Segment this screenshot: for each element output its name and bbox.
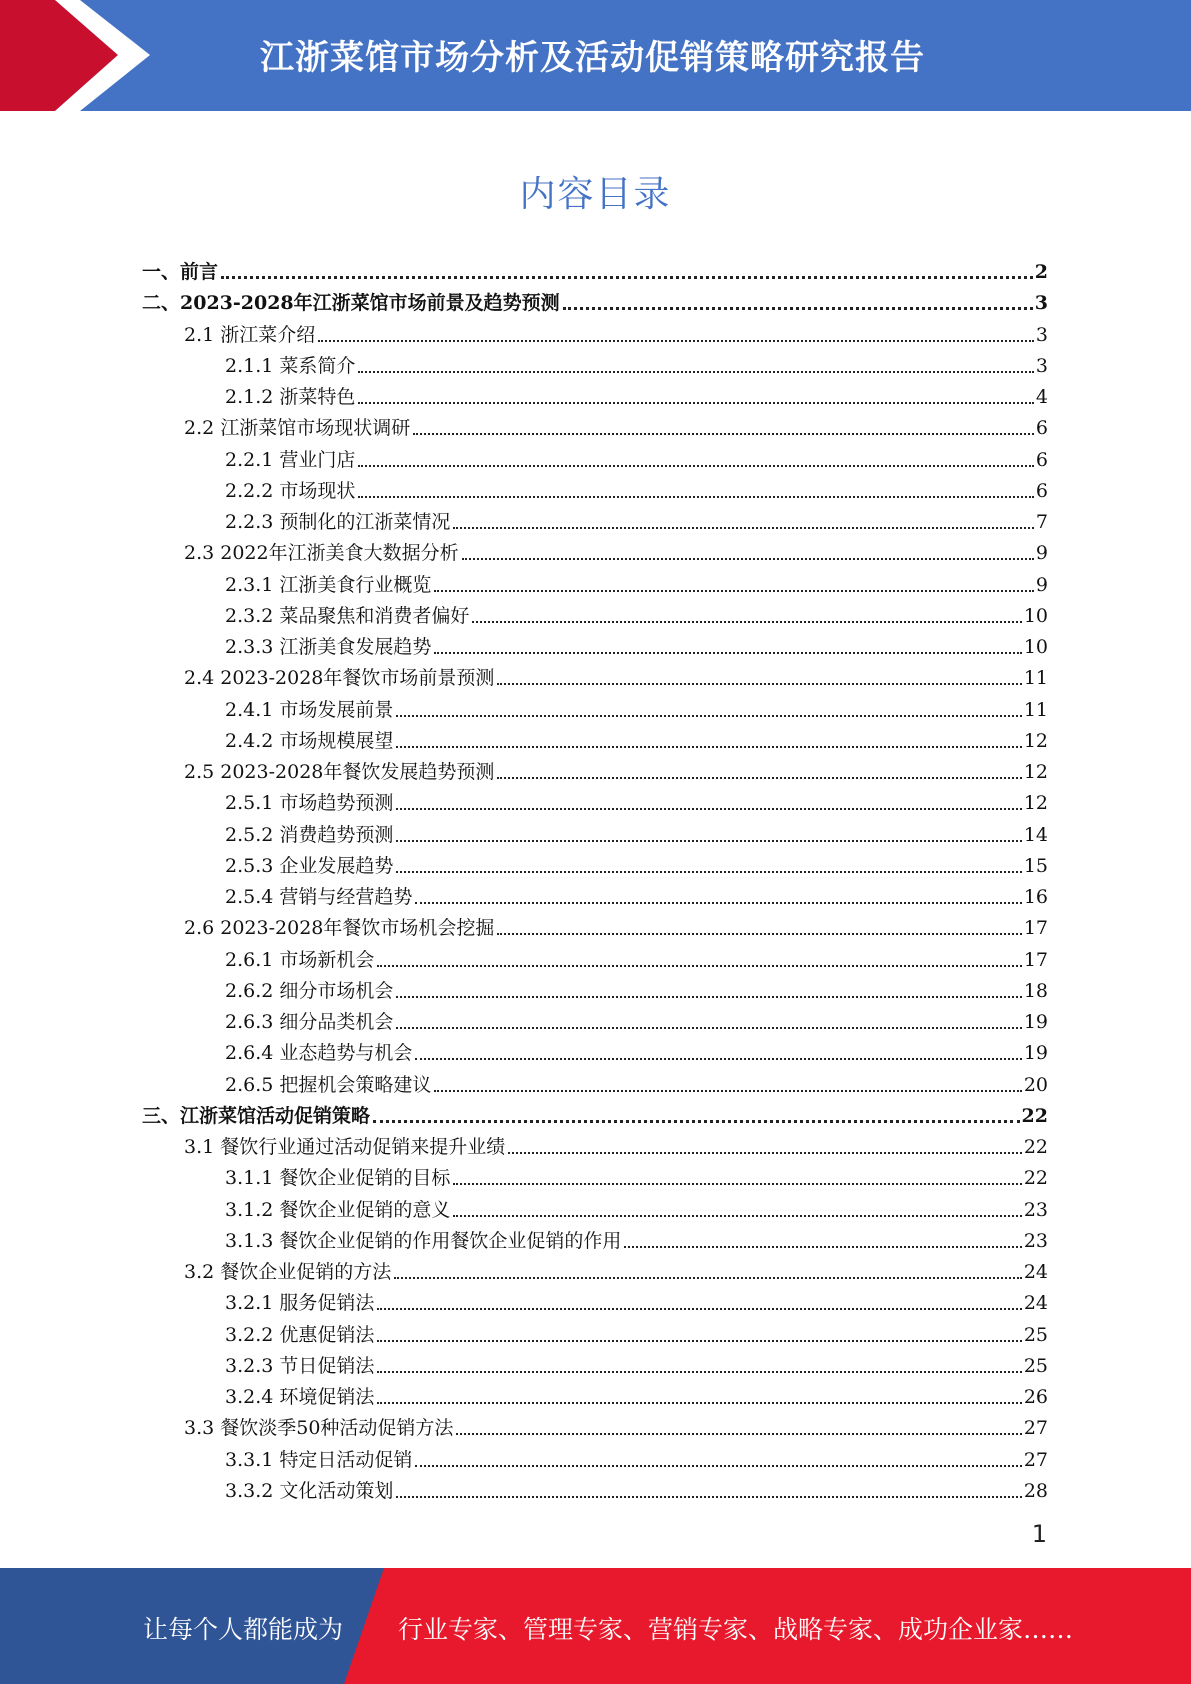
toc-entry-label: 3.2.4 环境促销法 (225, 1386, 375, 1408)
toc-dot-leader (497, 771, 1021, 779)
toc-entry-label: 3.1.3 餐饮企业促销的作用餐饮企业促销的作用 (225, 1230, 622, 1252)
toc-entry[interactable] (225, 878, 1048, 909)
toc-entry-label: 3.3 餐饮淡季50种活动促销方法 (184, 1417, 454, 1439)
toc-dot-leader (358, 490, 1034, 498)
toc-entry[interactable] (225, 972, 1048, 1003)
toc-entry[interactable] (142, 1097, 1048, 1128)
toc-entry[interactable] (225, 816, 1048, 847)
toc-entry-label: 2.6.3 细分品类机会 (225, 1011, 394, 1033)
toc-entry[interactable] (225, 472, 1048, 503)
toc-dot-leader (318, 334, 1034, 342)
toc-entry[interactable] (225, 441, 1048, 472)
toc-entry-label: 2.2 江浙菜馆市场现状调研 (184, 417, 411, 439)
toc-dot-leader (453, 521, 1034, 529)
toc-entry-page: 12 (1023, 730, 1048, 752)
toc-dot-leader (415, 896, 1021, 904)
toc-dot-leader (377, 1396, 1021, 1404)
toc-entry[interactable] (142, 253, 1048, 284)
toc-dot-leader (396, 990, 1021, 998)
toc-dot-leader (453, 1177, 1021, 1185)
toc-entry-page: 3 (1035, 355, 1048, 377)
toc-dot-leader (497, 927, 1021, 935)
toc-dot-leader (497, 677, 1021, 685)
toc-entry-page: 25 (1023, 1324, 1048, 1346)
toc-entry[interactable] (184, 909, 1048, 940)
toc-entry-label: 3.1.1 餐饮企业促销的目标 (225, 1167, 451, 1189)
toc-entry-page: 22 (1021, 1105, 1048, 1127)
toc-dot-leader (434, 1084, 1021, 1092)
toc-dot-leader (377, 1334, 1021, 1342)
toc-entry-page: 17 (1023, 949, 1048, 971)
toc-entry-label: 2.3.1 江浙美食行业概览 (225, 574, 432, 596)
toc-dot-leader (396, 834, 1021, 842)
toc-entry[interactable] (184, 753, 1048, 784)
toc-dot-leader (396, 865, 1021, 873)
toc-entry-label: 2.1 浙江菜介绍 (184, 324, 316, 346)
toc-entry-page: 20 (1023, 1074, 1048, 1096)
footer-banner (0, 1568, 1191, 1684)
toc-dot-leader (434, 584, 1034, 592)
toc-entry-page: 26 (1023, 1386, 1048, 1408)
toc-entry-label: 2.4.2 市场规模展望 (225, 730, 394, 752)
toc-dot-leader (358, 459, 1034, 467)
toc-dot-leader (456, 1427, 1021, 1435)
toc-entry-page: 11 (1023, 667, 1048, 689)
toc-entry-page: 12 (1023, 792, 1048, 814)
toc-dot-leader (563, 302, 1033, 310)
toc-entry-page: 9 (1035, 542, 1048, 564)
toc-entry[interactable] (225, 1378, 1048, 1409)
toc-entry-label: 2.4.1 市场发展前景 (225, 699, 394, 721)
toc-dot-leader (415, 1459, 1021, 1467)
toc-entry[interactable] (225, 378, 1048, 409)
toc-dot-leader (221, 271, 1033, 279)
toc-entry-page: 6 (1035, 480, 1048, 502)
toc-entry-page: 23 (1023, 1199, 1048, 1221)
toc-entry-page: 28 (1023, 1480, 1048, 1502)
toc-dot-leader (377, 959, 1021, 967)
toc-entry-label: 2.3.3 江浙美食发展趋势 (225, 636, 432, 658)
toc-entry[interactable] (225, 1191, 1048, 1222)
toc-entry-label: 2.5.1 市场趋势预测 (225, 792, 394, 814)
report-title: 江浙菜馆市场分析及活动促销策略研究报告 (260, 38, 925, 78)
toc-dot-leader (377, 1302, 1021, 1310)
toc-entry-label: 3.2.3 节日促销法 (225, 1355, 375, 1377)
toc-dot-leader (472, 615, 1021, 623)
toc-entry[interactable] (225, 347, 1048, 378)
toc-entry-label: 2.2.3 预制化的江浙菜情况 (225, 511, 451, 533)
toc-entry-label: 2.1.2 浙菜特色 (225, 386, 356, 408)
toc-dot-leader (413, 427, 1034, 435)
toc-entry[interactable] (225, 1347, 1048, 1378)
toc-entry[interactable] (225, 1159, 1048, 1190)
toc-dot-leader (434, 646, 1021, 654)
toc-entry-label: 2.6.5 把握机会策略建议 (225, 1074, 432, 1096)
toc-dot-leader (358, 365, 1034, 373)
toc-entry-page: 9 (1035, 574, 1048, 596)
toc-entry[interactable] (142, 284, 1048, 315)
toc-entry[interactable] (225, 1034, 1048, 1065)
toc-entry[interactable] (225, 1003, 1048, 1034)
toc-entry-label: 3.2.1 服务促销法 (225, 1292, 375, 1314)
toc-dot-leader (508, 1146, 1022, 1154)
toc-entry-page: 10 (1023, 605, 1048, 627)
toc-entry-label: 2.4 2023-2028年餐饮市场前景预测 (184, 667, 495, 689)
toc-entry-page: 3 (1034, 292, 1048, 314)
page-number: 1 (1031, 1520, 1047, 1548)
toc-entry-label: 2.3.2 菜品聚焦和消费者偏好 (225, 605, 470, 627)
toc-entry-label: 二、2023-2028年江浙菜馆市场前景及趋势预测 (142, 292, 560, 314)
toc-entry-page: 27 (1023, 1449, 1048, 1471)
toc-entry-label: 2.5.2 消费趋势预测 (225, 824, 394, 846)
toc-entry[interactable] (225, 784, 1048, 815)
toc-entry-page: 6 (1035, 449, 1048, 471)
toc-entry[interactable] (184, 659, 1048, 690)
toc-entry[interactable] (184, 409, 1048, 440)
toc-entry-page: 16 (1023, 886, 1048, 908)
toc-entry[interactable] (225, 628, 1048, 659)
toc-entry[interactable] (225, 566, 1048, 597)
toc-entry-label: 一、前言 (142, 261, 219, 283)
toc-dot-leader (373, 1115, 1020, 1123)
toc-entry[interactable] (225, 847, 1048, 878)
toc-entry-label: 3.1 餐饮行业通过活动促销来提升业绩 (184, 1136, 506, 1158)
footer-slogan-right: 行业专家、管理专家、营销专家、战略专家、成功企业家…… (398, 1615, 1074, 1644)
toc-entry-page: 25 (1023, 1355, 1048, 1377)
toc-entry[interactable] (184, 534, 1048, 565)
toc-entry-page: 17 (1023, 917, 1048, 939)
toc-entry-page: 12 (1023, 761, 1048, 783)
toc-entry[interactable] (184, 1409, 1048, 1440)
toc-entry-page: 7 (1035, 511, 1048, 533)
toc-entry-label: 2.6.4 业态趋势与机会 (225, 1042, 413, 1064)
toc-entry[interactable] (184, 1253, 1048, 1284)
toc-entry[interactable] (225, 597, 1048, 628)
toc-entry-page: 2 (1034, 261, 1048, 283)
toc-dot-leader (396, 740, 1021, 748)
toc-entry-label: 2.2.2 市场现状 (225, 480, 356, 502)
toc-entry[interactable] (225, 1222, 1048, 1253)
toc-entry[interactable] (225, 691, 1048, 722)
toc-entry[interactable] (225, 1066, 1048, 1097)
toc-entry-page: 19 (1023, 1011, 1048, 1033)
toc-entry-page: 11 (1023, 699, 1048, 721)
toc-dot-leader (394, 1271, 1022, 1279)
toc-entry-label: 2.1.1 菜系简介 (225, 355, 356, 377)
toc-entry-page: 4 (1035, 386, 1048, 408)
header-banner (0, 0, 1191, 111)
toc-entry-label: 三、江浙菜馆活动促销策略 (142, 1105, 371, 1127)
toc-dot-leader (624, 1240, 1021, 1248)
toc-entry-label: 2.6.1 市场新机会 (225, 949, 375, 971)
toc-entry-page: 27 (1023, 1417, 1048, 1439)
toc-entry[interactable] (225, 722, 1048, 753)
toc-entry[interactable] (225, 1472, 1048, 1503)
toc-dot-leader (377, 1365, 1021, 1373)
toc-entry-label: 2.6 2023-2028年餐饮市场机会挖掘 (184, 917, 495, 939)
toc-dot-leader (396, 709, 1021, 717)
toc-dot-leader (462, 552, 1034, 560)
toc-entry[interactable] (225, 1284, 1048, 1315)
toc-entry-label: 3.1.2 餐饮企业促销的意义 (225, 1199, 451, 1221)
toc-entry-label: 3.3.2 文化活动策划 (225, 1480, 394, 1502)
toc-entry-page: 18 (1023, 980, 1048, 1002)
toc-entry-page: 10 (1023, 636, 1048, 658)
toc-entry-page: 24 (1023, 1292, 1048, 1314)
toc-entry-label: 2.5 2023-2028年餐饮发展趋势预测 (184, 761, 495, 783)
toc-entry-label: 3.2 餐饮企业促销的方法 (184, 1261, 392, 1283)
toc-entry-label: 3.2.2 优惠促销法 (225, 1324, 375, 1346)
toc-entry[interactable] (225, 941, 1048, 972)
toc-dot-leader (415, 1052, 1021, 1060)
toc-entry-page: 22 (1023, 1167, 1048, 1189)
toc-entry-page: 15 (1023, 855, 1048, 877)
toc-entry-page: 24 (1023, 1261, 1048, 1283)
toc-dot-leader (453, 1209, 1021, 1217)
toc-dot-leader (358, 396, 1034, 404)
toc-entry[interactable] (225, 503, 1048, 534)
toc-entry-page: 19 (1023, 1042, 1048, 1064)
toc-entry-page: 6 (1035, 417, 1048, 439)
toc-entry-page: 22 (1023, 1136, 1048, 1158)
footer-slogan-left: 让每个人都能成为 (143, 1615, 344, 1644)
toc-entry[interactable] (184, 1128, 1048, 1159)
toc-entry[interactable] (225, 1316, 1048, 1347)
toc-entry-label: 2.6.2 细分市场机会 (225, 980, 394, 1002)
toc-dot-leader (396, 1021, 1021, 1029)
toc-dot-leader (396, 1490, 1021, 1498)
toc-entry-page: 14 (1023, 824, 1048, 846)
toc-entry-page: 23 (1023, 1230, 1048, 1252)
toc-entry-page: 3 (1035, 324, 1048, 346)
toc-entry-label: 2.2.1 营业门店 (225, 449, 356, 471)
toc-entry-label: 2.3 2022年江浙美食大数据分析 (184, 542, 459, 564)
toc-entry[interactable] (184, 316, 1048, 347)
toc-entry[interactable] (225, 1441, 1048, 1472)
toc-heading: 内容目录 (519, 174, 672, 215)
toc-entry-label: 2.5.3 企业发展趋势 (225, 855, 394, 877)
toc-entry-label: 3.3.1 特定日活动促销 (225, 1449, 413, 1471)
toc-dot-leader (396, 802, 1021, 810)
toc-entry-label: 2.5.4 营销与经营趋势 (225, 886, 413, 908)
